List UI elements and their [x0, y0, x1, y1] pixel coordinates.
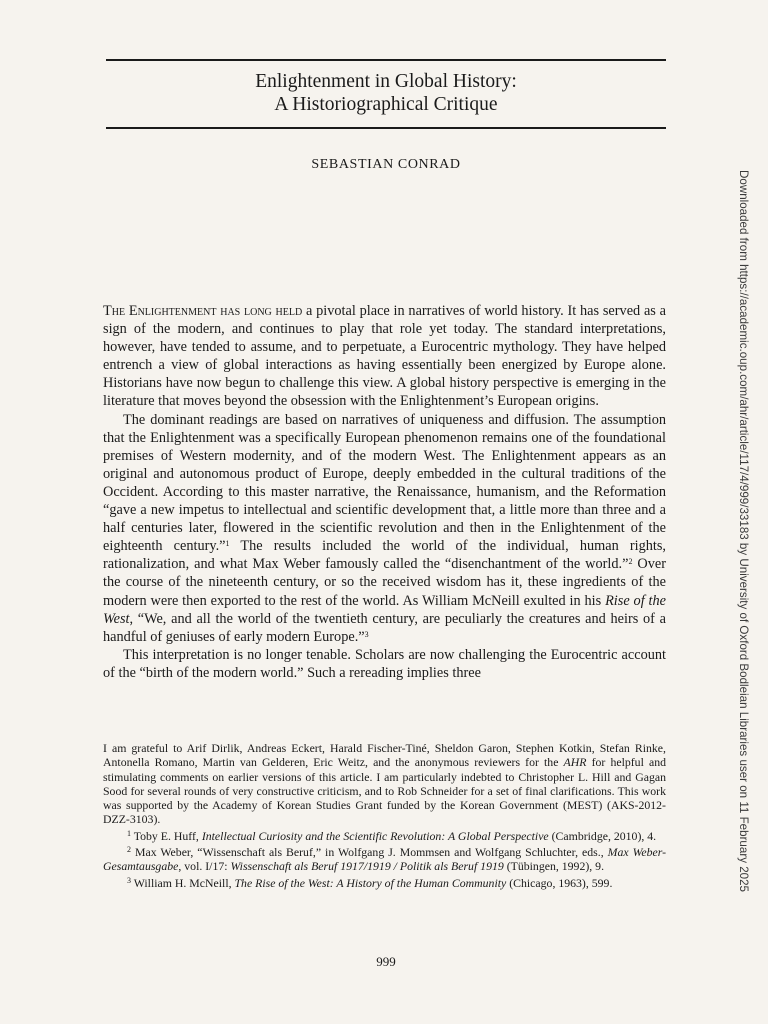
opening-small-caps: The Enlightenment has long held: [103, 303, 303, 319]
footnote-1-text-a: Toby E. Huff,: [131, 828, 202, 843]
bottom-rule: [106, 127, 666, 129]
title-line-2: A Historiographical Critique: [274, 94, 498, 115]
footnote-2: [103, 845, 666, 874]
footnote-2-number: 2: [127, 845, 131, 855]
page-number: 999: [376, 954, 396, 969]
footnote-1-text-b: (Cambridge, 2010), 4.: [548, 828, 657, 843]
footnote-3-number: 3: [127, 875, 131, 885]
download-sidebar: [732, 170, 754, 892]
author-name: SEBASTIAN CONRAD: [311, 157, 461, 172]
book-title-rise-of-the-west: Rise of the West: [103, 592, 667, 627]
footnote-1: [103, 829, 666, 843]
footnote-ref-1: 1: [225, 539, 230, 549]
footnote-2-text-a: Max Weber, “Wissenschaft als Beruf,” in Wolfgang J. Mommsen and Wolfgang Schluchter, eds.,: [131, 845, 608, 860]
footnote-2-title-1: Max Weber-Gesamtausgabe: [103, 845, 666, 874]
paragraph-1-text: a pivotal place in narratives of world history. It has served as a sign of the modern, and continues to play that role yet today. The standard interpretations, however, have tended to assume, and to perpetuate, a Eurocentric mythology. They have helped entrench a view of global interactions as having essentially been energized by Europe alone. Historians have now begun to challenge this view. A global history perspective is emerging in the literature that moves beyond the obsession with the Enlightenment’s European origins.: [103, 303, 666, 410]
paragraph-2-text-c: Over the course of the nineteenth century, or so the received wisdom has it, these ingredients of the modern were then exported to the rest of the world. As William McNeill exulted in his: [103, 556, 666, 609]
footnote-3-text-b: (Chicago, 1963), 599.: [506, 875, 613, 890]
footnote-ref-2: 2: [628, 557, 633, 567]
paragraph-1: [103, 302, 666, 411]
footnote-1-title: Intellectual Curiosity and the Scientific Revolution: A Global Perspective: [201, 828, 549, 843]
footnote-3: [103, 876, 666, 890]
paragraph-3: This interpretation is no longer tenable. Scholars are now challenging the Eurocentric account of the “birth of the modern world.” Such a rereading implies three: [103, 646, 666, 681]
paragraph-2-text-d: , “We, and all the world of the twentieth century, are peculiarly the creatures and heirs of a handful of geniuses of early modern Europe.”: [103, 610, 666, 645]
article-body: [103, 302, 666, 682]
footnote-2-text-c: (Tübingen, 1992), 9.: [503, 859, 605, 874]
top-rule: [106, 59, 666, 61]
article-title: [106, 70, 666, 116]
download-notice: Downloaded from https://academic.oup.com/ahr/article/117/4/999/33183 by University of Oxford Bodleian Libraries user on 11 February 2025: [737, 170, 750, 892]
ack-journal: AHR: [563, 755, 587, 770]
footnote-1-number: 1: [127, 828, 131, 838]
title-line-1: Enlightenment in Global History:: [255, 71, 517, 92]
footnote-ref-3: 3: [364, 629, 369, 639]
paragraph-2: [103, 411, 666, 646]
ack-text-a: I am grateful to Arif Dirlik, Andreas Eckert, Harald Fischer-Tiné, Sheldon Garon, Stephen Kotkin, Stefan Rinke, Antonella Romano, Martin van Gelderen, Eric Weitz, and the anonymous reviewers for the: [103, 741, 666, 770]
ack-text-b: for helpful and stimulating comments on earlier versions of this article. I am particularly indebted to Christopher L. Hill and Gagan Sood for several rounds of very constructive criticism, and to Rob Schneider for a set of final clarifications. This work was supported by the Academy of Korean Studies Grant funded by the Korean Government (MEST) (AKS-2012-DZZ-3103).: [103, 755, 666, 827]
footnote-2-title-2: Wissenschaft als Beruf 1917/1919 / Politik als Beruf 1919: [230, 859, 504, 874]
paragraph-2-text-b: The results included the world of the individual, human rights, rationalization, and what Max Weber famously called the “disenchantment of the world.”: [103, 538, 666, 573]
footnotes: [103, 741, 666, 892]
footnote-2-text-b: , vol. I/17:: [178, 859, 231, 874]
footnote-3-title: The Rise of the West: A History of the Human Community: [234, 875, 507, 890]
acknowledgment-note: [103, 741, 666, 827]
footnote-3-text-a: William H. McNeill,: [131, 875, 235, 890]
paragraph-2-text-a: The dominant readings are based on narratives of uniqueness and diffusion. The assumption that the Enlightenment was a specifically European phenomenon remains one of the foundational premises of Western modernity, and of the modern West. The Enlightenment appears as an original and autonomous product of Europe, deeply embedded in the cultural traditions of the Occident. According to this master narrative, the Renaissance, humanism, and the Reformation “gave a new impetus to intellectual and scientific development that, a little more than three and a half centuries later, flowered in the scientific revolution and then in the Enlightenment of the eighteenth century.”: [103, 411, 666, 555]
